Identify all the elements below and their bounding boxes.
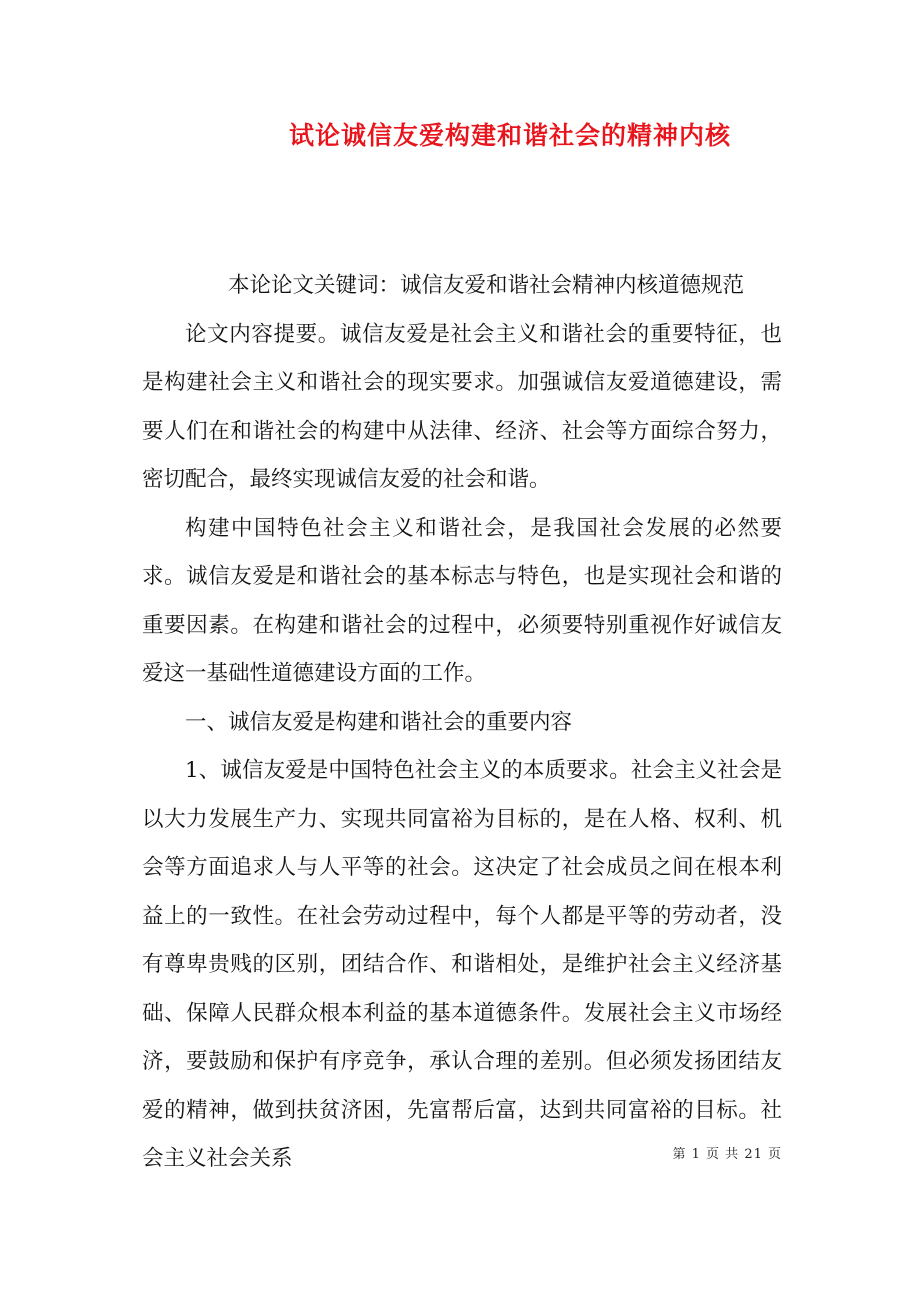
abstract-paragraph: 论文内容提要。诚信友爱是社会主义和谐社会的重要特征，也是构建社会主义和谐社会的现实要求。加强诚信友爱道德建设，需要人们在和谐社会的构建中从法律、经济、社会等方面综合努力，密切配合，最终实现诚信友爱的社会和谐。 <box>142 321 782 492</box>
intro-paragraph: 构建中国特色社会主义和谐社会，是我国社会发展的必然要求。诚信友爱是和谐社会的基本标志与特色，也是实现社会和谐的重要因素。在构建和谐社会的过程中，必须要特别重视作好诚信友爱这一基础性道德建设方面的工作。 <box>142 515 782 686</box>
document-body <box>142 262 782 1184</box>
section-heading: 一、诚信友爱是构建和谐社会的重要内容 <box>185 709 573 735</box>
keywords-paragraph: 本论论文关键词：诚信友爱和谐社会精神内核道德规范 <box>228 273 745 298</box>
page-number-footer: 第 1 页 共 21 页 <box>672 1147 782 1162</box>
document-title: 试论诚信友爱构建和谐社会的精神内核 <box>288 121 731 150</box>
section-1-paragraph: 1、诚信友爱是中国特色社会主义的本质要求。社会主义社会是以大力发展生产力、实现共同富裕为目标的，是在人格、权利、机会等方面追求人与人平等的社会。这决定了社会成员之间在根本利益上的一致性。在社会劳动过程中，每个人都是平等的劳动者，没有尊卑贵贱的区别，团结合作、和谐相处，是维护社会主义经济基础、保障人民群众根本利益的基本道德条件。发展社会主义市场经济，要鼓励和保护有序竞争，承认合理的差别。但必须发扬团结友爱的精神，做到扶贫济困，先富帮后富，达到共同富裕的目标。社会主义社会关系 <box>142 758 782 1171</box>
